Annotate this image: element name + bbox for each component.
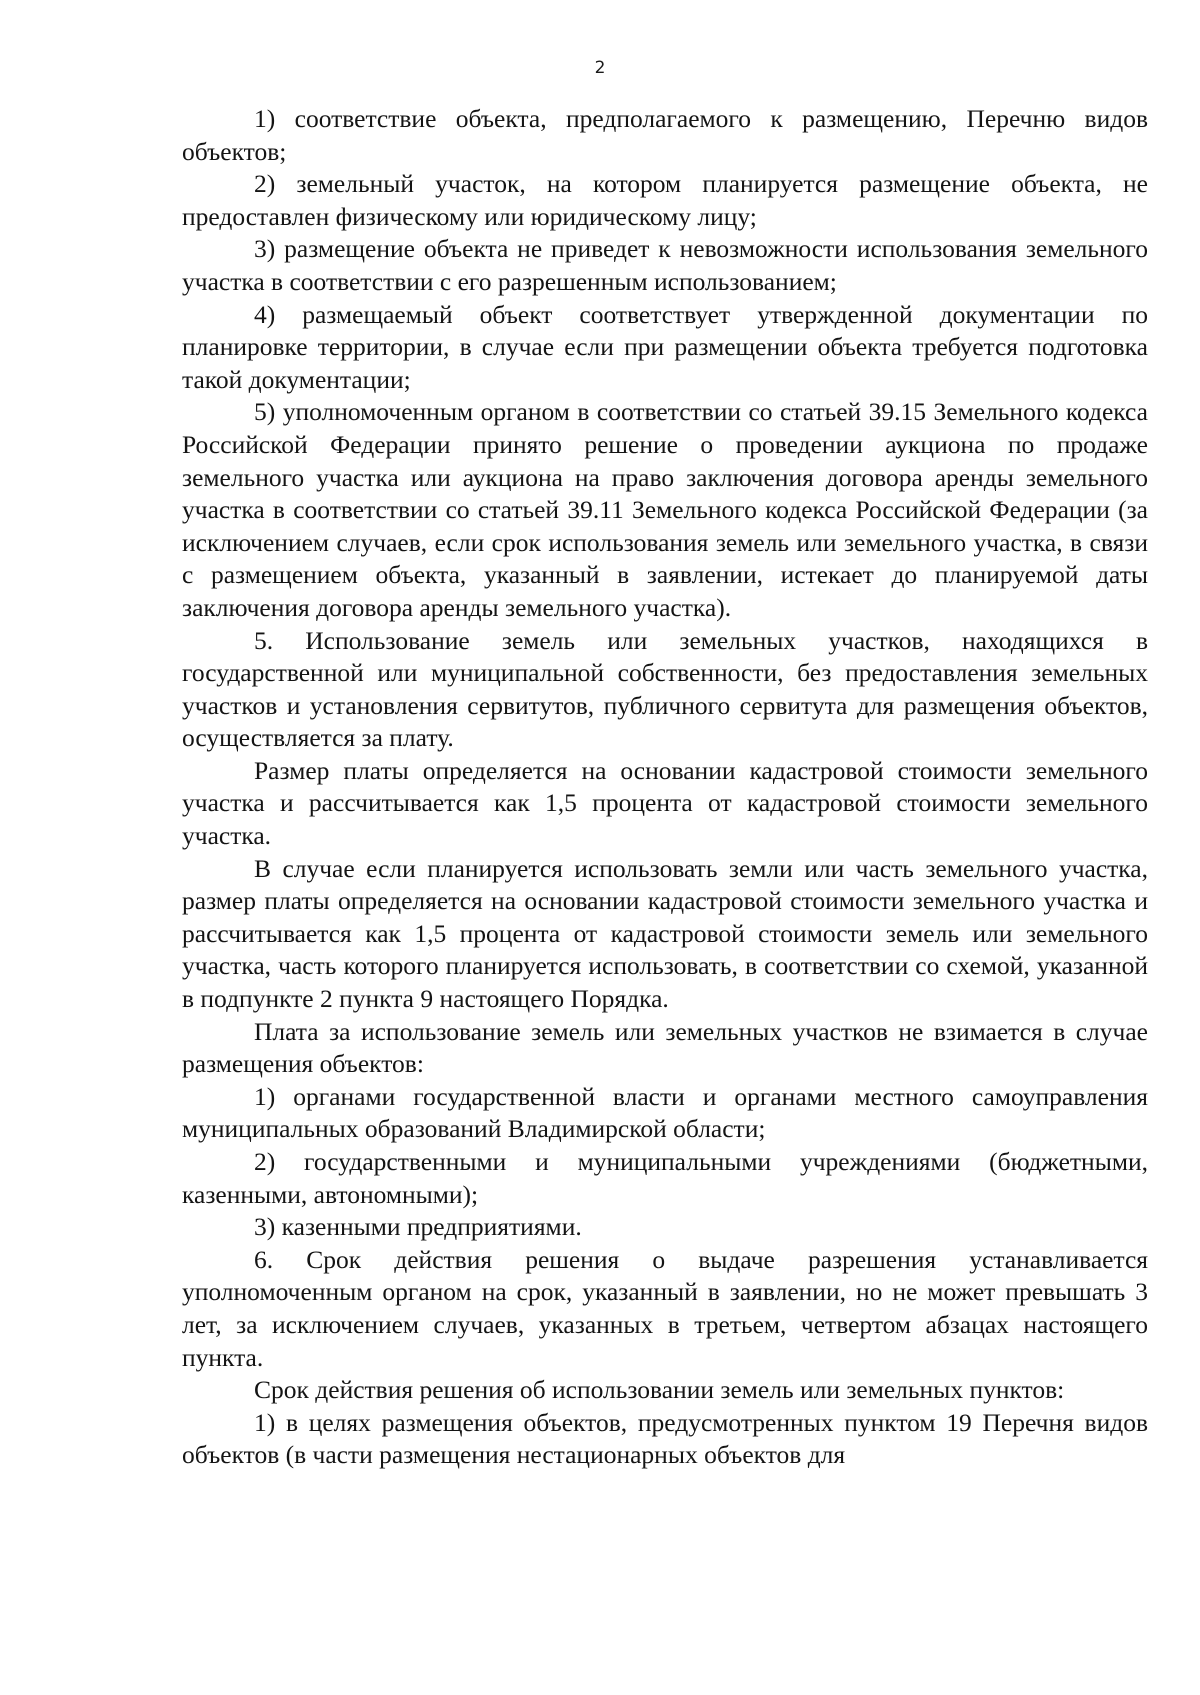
paragraph: 1) в целях размещения объектов, предусмотренных пунктом 19 Перечня видов объектов (в части размещения нестационарных объектов для [182,1407,1148,1470]
paragraph: 1) органами государственной власти и органами местного самоуправления муниципальных образований Владимирской области; [182,1081,1148,1144]
paragraph: 5) уполномоченным органом в соответствии со статьей 39.15 Земельного кодекса Российской Федерации принято решение о проведении аукциона по продаже земельного участка или аукциона на право заключения договора аренды земельного участка в соответствии со статьей 39.11 Земельного кодекса Российской Федерации (за исключением случаев, если срок использования земель или земельного участка, в связи с размещением объекта, указанный в заявлении, истекает до планируемой даты заключения договора аренды земельного участка). [182,397,1148,622]
document-body [182,103,1148,1472]
paragraph: Размер платы определяется на основании кадастровой стоимости земельного участка и рассчитывается как 1,5 процента от кадастровой стоимости земельного участка. [182,755,1148,851]
paragraph: 2) государственными и муниципальными учреждениями (бюджетными, казенными, автономными); [182,1147,1148,1209]
page-number: 2 [594,58,606,78]
paragraph: 3) казенными предприятиями. [254,1212,582,1242]
paragraph: 4) размещаемый объект соответствует утвержденной документации по планировке территории, в случае если при размещении объекта требуется подготовка такой документации; [182,299,1148,394]
paragraph: 3) размещение объекта не приведет к невозможности использования земельного участка в соответствии с его разрешенным использованием; [182,234,1148,296]
paragraph: Срок действия решения об использовании земель или земельных пунктов: [254,1375,1065,1405]
paragraph: 2) земельный участок, на котором планируется размещение объекта, не предоставлен физическому или юридическому лицу; [182,169,1148,231]
paragraph: В случае если планируется использовать земли или часть земельного участка, размер платы определяется на основании кадастровой стоимости земельного участка и рассчитывается как 1,5 процента от кадастровой стоимости земель или земельного участка, часть которого планируется использовать, в соответствии со схемой, указанной в подпункте 2 пункта 9 настоящего Порядка. [182,853,1148,1014]
paragraph: 5. Использование земель или земельных участков, находящихся в государственной или муниципальной собственности, без предоставления земельных участков и установления сервитутов, публичного сервитута для размещения объектов, осуществляется за плату. [182,625,1148,753]
paragraph: Плата за использование земель или земельных участков не взимается в случае размещения объектов: [182,1016,1148,1079]
paragraph: 6. Срок действия решения о выдаче разрешения устанавливается уполномоченным органом на срок, указанный в заявлении, но не может превышать 3 лет, за исключением случаев, указанных в третьем, четвертом абзацах настоящего пункта. [182,1244,1148,1372]
paragraph: 1) соответствие объекта, предполагаемого к размещению, Перечню видов объектов; [182,104,1148,166]
